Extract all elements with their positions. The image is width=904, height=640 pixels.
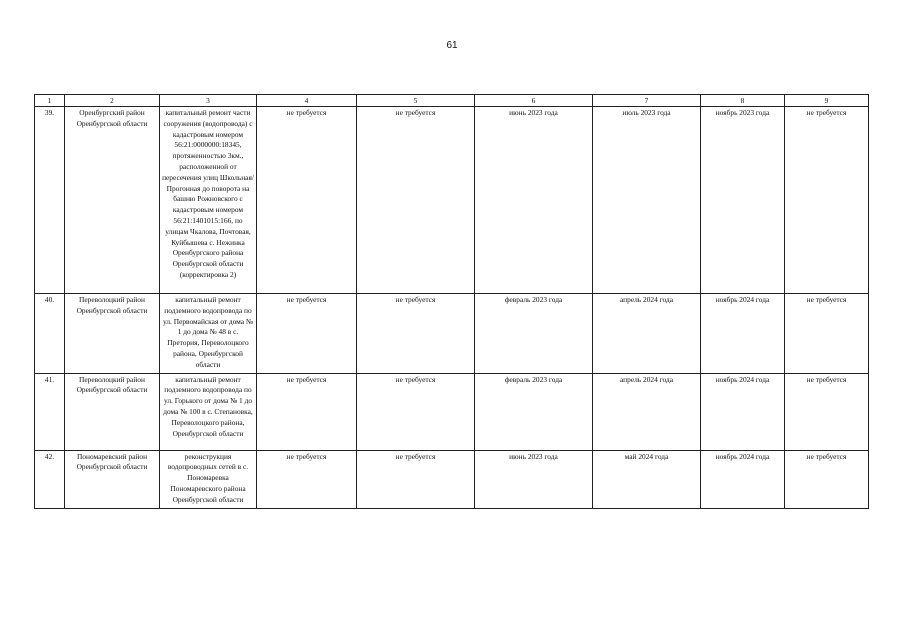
page-number: 61	[446, 40, 458, 51]
document-table	[34, 94, 869, 509]
row-number: 42.	[35, 450, 65, 508]
column-header: 4	[257, 95, 357, 107]
table-cell: не требуется	[257, 294, 357, 374]
column-header: 9	[785, 95, 869, 107]
table-row	[35, 294, 869, 374]
table-row	[35, 373, 869, 450]
district-cell: Пономаревский район Оренбургской области	[65, 450, 160, 508]
work-description-cell: капитальный ремонт подземного водопровода по ул. Горького от дома № 1 до дома № 100 в с. Степановка, Переволоцкого района, Оренбургской области	[160, 373, 257, 450]
column-header: 5	[357, 95, 475, 107]
date-cell: ноябрь 2023 года	[701, 107, 785, 294]
table-cell: не требуется	[257, 450, 357, 508]
district-cell: Переволоцкий район Оренбургской области	[65, 294, 160, 374]
date-cell: июнь 2023 года	[475, 450, 593, 508]
date-cell: ноябрь 2024 года	[701, 450, 785, 508]
date-cell: февраль 2023 года	[475, 373, 593, 450]
district-cell: Переволоцкий район Оренбургской области	[65, 373, 160, 450]
district-cell: Оренбургский район Оренбургской области	[65, 107, 160, 294]
column-header: 1	[35, 95, 65, 107]
column-header: 3	[160, 95, 257, 107]
date-cell: май 2024 года	[593, 450, 701, 508]
column-header: 2	[65, 95, 160, 107]
work-description-cell: капитальный ремонт части сооружения (водопровода) с кадастровым номером 56:21:0000000:18345, протяженностью 3км., расположенной от пересечения улиц Школьная/Прогонная до поворота на башню Рожновского с кадастровым номером 56:21:1401015:166, по улицам Чкалова, Почтовая, Куйбышева с. Нежинка Оренбургского района Оренбургской области (корректировка 2)	[160, 107, 257, 294]
table-cell: не требуется	[357, 294, 475, 374]
work-description-cell: капитальный ремонт подземного водопровода по ул. Первомайская от дома № 1 до дома № 48 в с. Претория, Переволоцкого района, Оренбургской области	[160, 294, 257, 374]
date-cell: ноябрь 2024 года	[701, 294, 785, 374]
table-cell: не требуется	[257, 107, 357, 294]
table-cell: не требуется	[785, 294, 869, 374]
table-cell: не требуется	[357, 107, 475, 294]
date-cell: июнь 2023 года	[475, 107, 593, 294]
table-cell: не требуется	[357, 373, 475, 450]
date-cell: апрель 2024 года	[593, 294, 701, 374]
work-description-cell: реконструкция водопроводных сетей в с. Пономаревка Пономаревского района Оренбургской области	[160, 450, 257, 508]
table-cell: не требуется	[257, 373, 357, 450]
header-row	[35, 95, 869, 107]
column-header: 7	[593, 95, 701, 107]
table-cell: не требуется	[357, 450, 475, 508]
column-header: 6	[475, 95, 593, 107]
date-cell: апрель 2024 года	[593, 373, 701, 450]
row-number: 40.	[35, 294, 65, 374]
column-header: 8	[701, 95, 785, 107]
date-cell: февраль 2023 года	[475, 294, 593, 374]
table-cell: не требуется	[785, 373, 869, 450]
row-number: 39.	[35, 107, 65, 294]
table-row	[35, 107, 869, 294]
date-cell: июль 2023 года	[593, 107, 701, 294]
row-number: 41.	[35, 373, 65, 450]
table-cell: не требуется	[785, 450, 869, 508]
table-row	[35, 450, 869, 508]
table-cell: не требуется	[785, 107, 869, 294]
date-cell: ноябрь 2024 года	[701, 373, 785, 450]
